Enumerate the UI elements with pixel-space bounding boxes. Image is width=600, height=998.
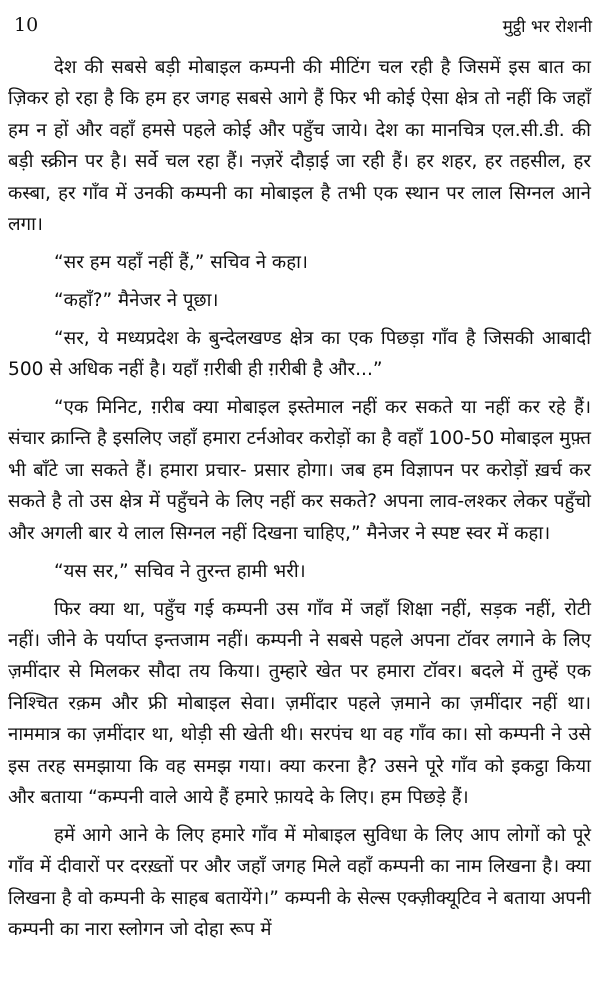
paragraph-4: “सर, ये मध्यप्रदेश के बुन्देलखण्ड क्षेत्र का एक पिछड़ा गाँव है जिसकी आबादी 500 से अधिक नहीं है। यहाँ ग़रीबी ही ग़रीबी है और...”: [8, 327, 591, 381]
paragraph-1: देश की सबसे बड़ी मोबाइल कम्पनी की मीटिंग चल रही है जिसमें इस बात का ज़िकर हो रहा है कि हम हर जगह सबसे आगे हैं फिर भी कोई ऐसा क्षेत्र तो नहीं कि जहाँ हम न हों और वहाँ हमसे पहले कोई और पहुँच जाये। देश का मानचित्र एल.सी.डी. की बड़ी स्क्रीन पर है। सर्वे चल रहा हैं। नज़रें दौड़ाई जा रही हैं। हर शहर, हर तहसील, हर कस्बा, हर गाँव में उनकी कम्पनी का मोबाइल है तभी एक स्थान पर लाल सिग्नल आने लगा।: [8, 57, 591, 236]
paragraph-3: “कहाँ?” मैनेजर ने पूछा।: [54, 289, 219, 311]
page-number: 10: [14, 14, 39, 36]
paragraph-7: फिर क्या था, पहुँच गई कम्पनी उस गाँव में जहाँ शिक्षा नहीं, सड़क नहीं, रोटी नहीं। जीने के पर्याप्त इन्तजाम नहीं। कम्पनी ने सबसे पहले अपना टॉवर लगाने के लिए ज़मींदार से मिलकर सौदा तय किया। तुम्हारे खेत पर हमारा टॉवर। बदले में तुम्हें एक निश्चित रक़म और फ्री मोबाइल सेवा। ज़मींदार पहले ज़माने का ज़मींदार नहीं था। नाममात्र का ज़मींदार था, थोड़ी सी खेती थी। सरपंच था वह गाँव का। सो कम्पनी ने उसे इस तरह समझाया कि वह समझ गया। क्या करना है? उसने पूरे गाँव को इकट्ठा किया और बताया “कम्पनी वाले आये हैं हमारे फ़ायदे के लिए। हम पिछड़े हैं।: [8, 598, 591, 808]
running-title: मुट्ठी भर रोशनी: [502, 17, 592, 37]
paragraph-2: “सर हम यहाँ नहीं हैं,” सचिव ने कहा।: [54, 251, 308, 273]
page-header: [14, 10, 592, 40]
paragraph-5: “एक मिनिट, ग़रीब क्या मोबाइल इस्तेमाल नहीं कर सकते या नहीं कर रहे हैं। संचार क्रान्ति है इसलिए जहाँ हमारा टर्नओवर करोड़ों का है वहाँ 100-50 मोबाइल मुफ़्त भी बाँटे जा सकते हैं। हमारा प्रचार- प्रसार होगा। जब हम विज्ञापन पर करोड़ों ख़र्च कर सकते है तो उस क्षेत्र में पहुँचने के लिए नहीं कर सकते? अपना लाव-लश्कर लेकर पहुँचो और अगली बार ये लाल सिग्नल नहीं दिखना चाहिए,” मैनेजर ने स्पष्ट स्वर में कहा।: [8, 397, 591, 544]
page-body: [8, 52, 591, 952]
paragraph-8: हमें आगे आने के लिए हमारे गाँव में मोबाइल सुविधा के लिए आप लोगों को पूरे गाँव में दीवारों पर दरख़्तों पर और जहाँ जगह मिले वहाँ कम्पनी का नाम लिखना है। क्या लिखना है वो कम्पनी के साहब बतायेंगे।” कम्पनी के सेल्स एक्ज़ीक्यूटिव ने बताया अपनी कम्पनी का नारा स्लोगन जो दोहा रूप में: [8, 824, 591, 941]
paragraph-6: “यस सर,” सचिव ने तुरन्त हामी भरी।: [54, 560, 306, 582]
